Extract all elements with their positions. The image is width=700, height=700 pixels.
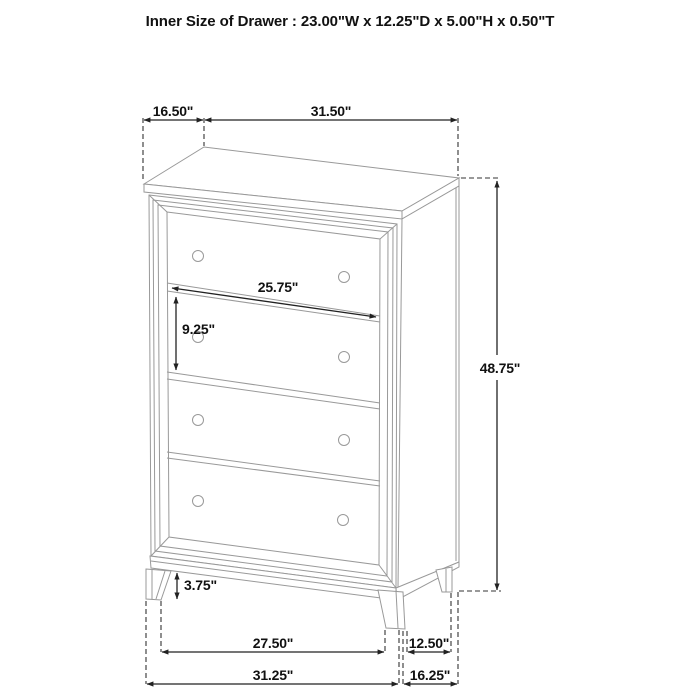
dim-label-front-feet-span: 27.50" (252, 635, 294, 651)
knob-icon (339, 435, 350, 446)
dim-label-side-feet-span: 12.50" (408, 635, 450, 651)
knob-icon (193, 251, 204, 262)
knob-icon (339, 272, 350, 283)
dim-label-leg-height: 3.75" (184, 577, 217, 593)
dim-label-base-width: 31.25" (252, 667, 294, 683)
knob-icon (338, 515, 349, 526)
front-left-leg (146, 569, 171, 600)
knob-icon (193, 415, 204, 426)
rear-right-leg (436, 567, 452, 592)
dim-label-overall-height: 48.75" (479, 360, 521, 376)
dim-label-top-width: 31.50" (310, 103, 352, 119)
dim-label-drawer-width: 25.75" (257, 279, 299, 295)
dim-label-top-depth: 16.50" (152, 103, 194, 119)
dim-label-drawer-height: 9.25" (182, 321, 215, 337)
page-title: Inner Size of Drawer : 23.00"W x 12.25"D x 5.00"H x 0.50"T (145, 13, 555, 30)
dim-label-base-depth: 16.25" (409, 667, 451, 683)
chest-line-art (144, 147, 459, 629)
knob-icon (339, 352, 350, 363)
side-panel (398, 186, 459, 588)
front-frame (149, 195, 397, 588)
knob-icon (193, 496, 204, 507)
front-right-leg (378, 590, 405, 629)
